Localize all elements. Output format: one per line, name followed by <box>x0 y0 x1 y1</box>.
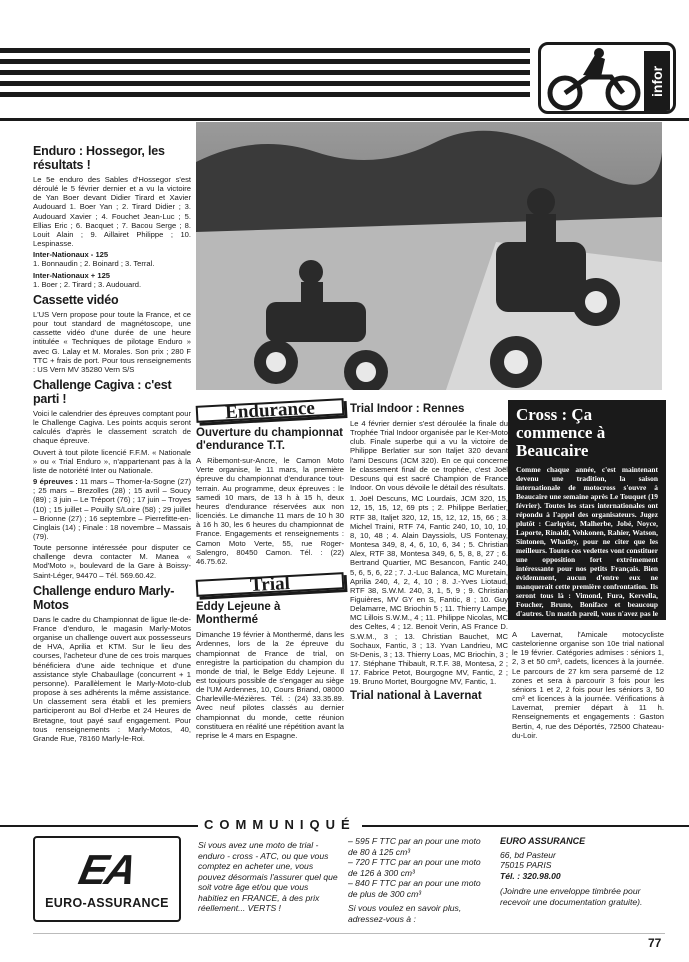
cross-box <box>508 400 666 627</box>
trial-national-body: A Lavernat, l'Amicale motocycliste castelorienne organise son 10e trial national le 19 février. Catégories admises : séniors 1, 2, 3 et 50 cm³, cadets, licences à la journée. Le parcours de 27 km sera parsemé de 12 zones et sera à parcourir 3 fois pour les séniors 1 et 2, 2 fois pour les séniors 3, 50 cm³ et licences à la journée. Vérifications à Lavernat, premier départ à 11 h. Renseignements et engagements : Gaston Bertin, 4, rue des Déportés, 72500 Chateau-du-Loir. <box>512 630 664 740</box>
stripe <box>0 59 530 64</box>
cagiva-p3-lead: 9 épreuves : <box>33 477 78 487</box>
column-trial-indoor <box>350 400 508 706</box>
company-tel: Tél. : 320.98.00 <box>500 870 561 881</box>
stripe <box>0 92 530 97</box>
price-line: – 840 F TTC par an pour une moto de plus de 300 cm³ <box>348 878 481 899</box>
headline-cross: Cross : Ça commence à Beaucaire <box>516 405 606 460</box>
motorcycle-rider-icon <box>543 47 648 113</box>
headline-cassette: Cassette vidéo <box>33 292 119 307</box>
cross-body: Comme chaque année, c'est maintenant devenu une tradition, la saison internationale de motocross s'ouvre à Beaucaire une semaine après Le Touquet (19 février). Toutes les stars internationales ont répondu à l'appel des organisateurs. Jugez plutôt : Carlqvist, Malherbe, Jobé, Noyce, Laporte, Rinaldi, Vehkonen, Rahier, Watson, Sintonen, Whatley, pour ne citer que les meilleurs. Toutes ces vedettes vont constituer une opposition fort extrêmement intéressante pour nos petits Français. Bien évidemment, aucun d'entre eux ne manquerait cette première confrontation. Ils seront tous là : Vimond, Fura, Kervella, Foucher, Bruno, Boniface et beaucoup d'autres. Un match pareil, vous n'avez pas le droit de ne pas y assister ! <box>516 465 658 627</box>
trial-indoor-p1: Le 4 février dernier s'est déroulée la finale du Trophée Trial Indoor organisée par le Ker-Moto club. Finale superbe qui a vu la victoire de Philippe Berlatier sur son Italjet 320 devant l'ami Descuns (JCM 320). En ce qui concerne le classement final de ce trophée, c'est Joël Descuns qui est sacré Champion de France Indoor. On vous dévoile le détail des résultats. <box>350 419 509 493</box>
headline-trial-national: Trial national à Lavernat <box>350 689 482 702</box>
price-line: – 720 F TTC par an pour une moto de 126 à 300 cm³ <box>348 857 481 878</box>
communique-note: (Joindre une enveloppe timbrée pour recevoir une documentation gratuite). <box>500 886 643 907</box>
communique-more: Si vous voulez en savoir plus, adressez-vous à : <box>348 903 462 924</box>
trial-body: Dimanche 19 février à Monthermé, dans les Ardennes, lors de la 2e épreuve du championnat de France de trial, on enregistre la participation du champion du monde de trial, le Belge Eddy Lejeune. Il est toujours possible de s'engager au siège de l'UM Ardennes, 10, Cours Briand, 08000 Charleville-Mézières. Tél. : (24) 33.35.89. Avec neuf pilotes classés au dernier championnat du monde, cette réunion constituera en réalité une répétition avant la reprise le 4 mars en Espagne. <box>196 630 344 740</box>
inter-125-results: 1. Bonnaudin ; 2. Boinard ; 3. Terral. <box>33 259 155 269</box>
communique-intro: Si vous avez une moto de trial - enduro - cross - ATC, ou que vous comptez en acheter une, vous pouvez désormais l'assurer quel que soit votre âge et/ou que vous habitiez en FRANCE, à des prix réellement... VERTS ! <box>198 840 338 913</box>
company-name: EURO ASSURANCE <box>500 836 586 846</box>
header-stripes <box>0 48 530 108</box>
enduro-riders-photo <box>196 122 662 390</box>
marly-body: Dans le cadre du Championnat de ligue Ile-de-France d'enduro, le magasin Marly-Motos organise un challenge ouvert aux possesseurs de HVA, Aprilia et KTM. Sur le lieu des courses, l'acheteur d'une de ces trois marques bénéficiera d'une aide technique et d'une assistance style Chabaullage (concurrent + 1 personne). Parallèlement le Marly-Moto-club propose à ses adhérents la même assistance. Un classement sera établi et les premiers participeront au Bol d'Herbe et 24 Heures de Bretagne, tout payé sauf engagement. Pour tous renseignements : Marly-Motos, 40, Grande Rue, 78160 Marly-le-Roi. <box>33 614 191 743</box>
ea-logo-name: EURO-ASSURANCE <box>45 896 169 910</box>
headline-enduro-hossegor: Enduro : Hossegor, les résultats ! <box>33 144 165 172</box>
stripe <box>0 48 530 53</box>
enduro-photo <box>196 122 662 390</box>
cagiva-p2: Ouvert à tout pilote licencié F.F.M. « Nationale » ou « Trial Enduro », n'appartenant pas à la liste de notoriété Inter ou Nationale. <box>33 447 191 475</box>
endurance-body: A Ribemont-sur-Ancre, le Camon Moto Verte organise, le 11 mars, la première épreuve du championnat d'endurance tout-terrain. Au programme, deux épreuves : le samedi 10 mars, de 13 h à 15 h, deux heures d'endurance réservées aux non licenciés. Le dimanche 11 mars de 10 h 30 à 16 h 30, les 6 heures du championnat de France. Engagements et renseignements : Camon Moto Verte, 55, rue Roger-Salengro, 80450 Camon. Tél. : (22) 46.75.62. <box>196 456 344 566</box>
infos-logo <box>538 42 676 114</box>
stripe <box>0 70 530 75</box>
price-line: – 595 F TTC par an pour une moto de 80 à 125 cm³ <box>348 836 481 857</box>
page-number: 77 <box>648 936 662 950</box>
headline-cagiva: Challenge Cagiva : c'est parti ! <box>33 377 172 406</box>
trial-banner: Trial <box>196 572 345 597</box>
enduro-hossegor-body: Le 5e enduro des Sables d'Hossegor s'est déroulé le 5 février dernier et a vu la victoire de Yan Boer devant Didier Tirard et Xavier Audouard 1. Boer Yan ; 2. Tirard Didier ; 3. Audouard Xavier ; 4. Fouchet Jean-Luc ; 5. Ellias Eric ; 6. Bacquet ; 7. Bacou Serge ; 8. Louit Alain ; 9. Aillairet Philippe ; 10. Lespinasse. <box>33 175 191 249</box>
logo-word: infor <box>644 51 670 111</box>
inter-plus-125-results: 1. Boer ; 2. Tirard ; 3. Audouard. <box>33 279 142 289</box>
endurance-banner: Endurance <box>196 398 345 423</box>
headline-trial-indoor: Trial Indoor : Rennes <box>350 403 465 415</box>
subhead-inter-125: Inter-Nationaux - 125 <box>33 250 109 260</box>
address-line: 75015 PARIS <box>500 860 552 870</box>
headline-marly: Challenge enduro Marly-Motos <box>33 583 175 612</box>
headline-trial: Eddy Lejeune à Monthermé <box>196 601 281 627</box>
cagiva-p3 <box>33 477 191 541</box>
trial-indoor-p2: 1. Joël Descuns, MC Lourdais, JCM 320, 15, 12, 15, 15, 12, 69 pts ; 2. Philippe Berlatier, RTF 38, Italjet 320, 12, 15, 12, 12, 15, 66 ; 3. Michel Traini, RTF 74, Fantic 240, 10, 10, 10, 8, 10, 48 ; 4. Alain Dayssiols, US Fontenay, Montesa 349, 8, 4, 6, 10, 6, 34 ; 5. Christian Alex, RTF 38, Montesa 349, 6, 5, 8, 8, 27 ; 6. Bertrand Quartier, MC Besancon, Fantic 240, 5, 6, 5, 6, 22 ; 7. J.-Luc Balanca, MC Muretain, Aprilia 240, 4, 2, 4, 10 ; 8. J.-Yves Liotaud, RTF 38, S.W.M. 240, 3, 1, 5, 9 ; 9. Christian Figuières, MV GY en S, Fantic, 8 ; 10. Guy Delamarre, MC Briochin 5 ; 11. Thierry Lampe, MC Lillois S.W.M., 4 ; 11. Philippe Nicolas, MC des Celtes, 4 ; 12. Benoit Verin, AS France D. S.W.M., 3 ; 13. Christian Bauchet, MC Sochaux, Fantic, 3 ; 13. Yvan Landrieu, MC St-Denis, 3 ; 13. Thierry Loas, MC Briochin, 3 ; 17. Stéphane Thibault, R.T.F. 38, Montesa, 2 ; 17. Fabrice Petot, Bourgogne MV, Fantic, 2 ; 19. Bruno Mortet, Bourgogne MV, Fantic, 1. <box>350 494 508 687</box>
cagiva-p3-text: 11 mars – Thomer-la-Sogne (27) ; 25 mars – Brezolles (28) ; 15 avril – Soucy (89) ; 3 juin – Le Tréport (76) ; 17 juin – Troyes (10) ; 15 juillet – Pouilly S/Loire (58) ; 29 juillet – Brionne (27) ; 16 septembre – Pierrefitte-en-Cinglais (14) ; Finale : 18 novembre – Massais (79). <box>33 477 191 541</box>
column-endurance-trial <box>196 397 344 742</box>
headline-endurance: Ouverture du championnat d'endurance T.T. <box>196 427 343 453</box>
top-rule <box>0 118 689 121</box>
communique-title: COMMUNIQUÉ <box>198 817 362 832</box>
bottom-rule <box>33 933 665 934</box>
cagiva-p4: Toute personne intéressée pour disputer ce challenge devra contacter M. Manea « Mod'Moto », boulevard de la Gare à Boissy-Saint-Léger, 94470 – Tél. 569.60.42. <box>33 543 191 580</box>
cassette-body: L'US Vern propose pour toute la France, et ce pour tout standard de magnétoscope, une cassette vidéo d'une durée de une heure intitulée « Techniques de pilotage Enduro » avec G. Lalay et M. Morales. Son prix ; 280 F TTC + frais de port. Pour tous renseignements : US Vern MV 35280 Vern S/S <box>33 309 191 374</box>
address-line: 66, bd Pasteur <box>500 849 556 860</box>
column-trial-national <box>512 630 664 742</box>
communique-address <box>500 836 664 907</box>
ea-logo-mark: EA <box>74 846 140 893</box>
subhead-inter-plus-125: Inter-Nationaux + 125 <box>33 270 111 280</box>
communique-prices <box>348 836 490 924</box>
column-left <box>33 140 191 745</box>
euro-assurance-logo <box>33 836 181 922</box>
cagiva-p1: Voici le calendrier des épreuves comptant pour le Challenge Cagiva. Les points acquis seront calculés d'après le classement scratch de chaque épreuve. <box>33 408 191 446</box>
stripe <box>0 81 530 86</box>
